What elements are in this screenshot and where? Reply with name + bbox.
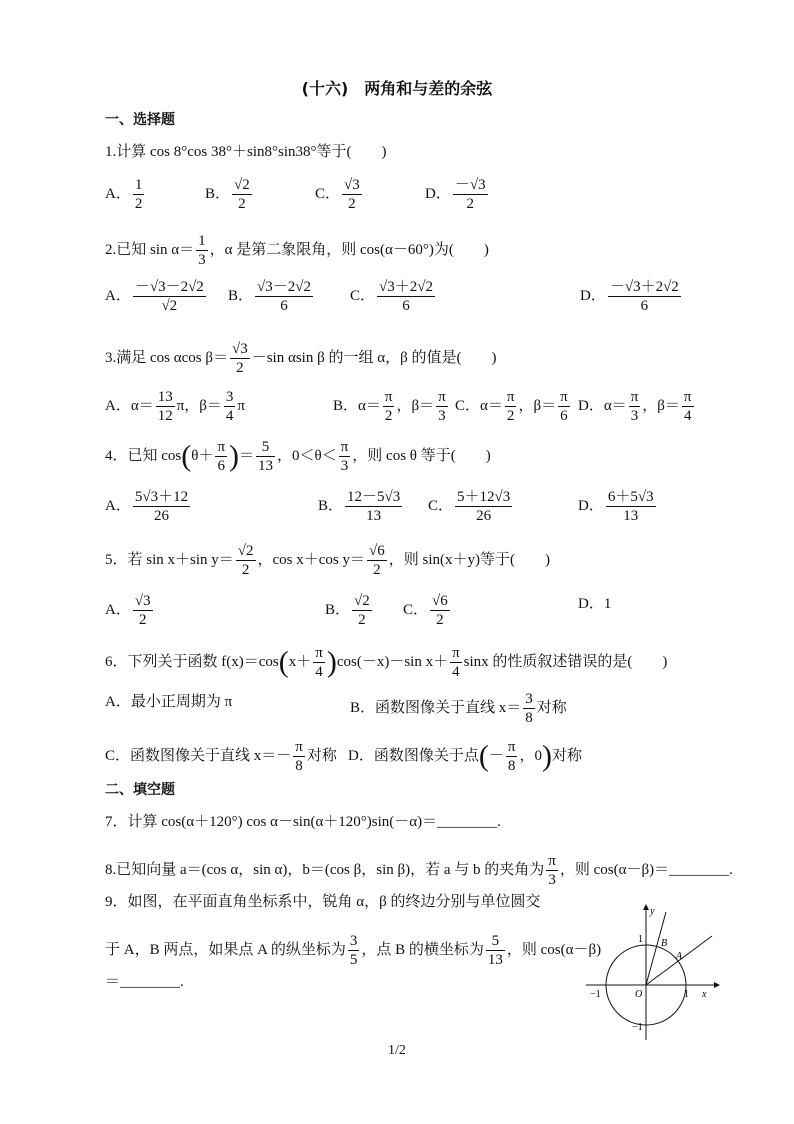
q1-stem: 1.计算 cos 8°cos 38°＋sin8°sin38°等于( ) [105,144,387,160]
q4-option-c: C． $\frac{5+12√3}{26}$ [428,489,511,524]
q2-option-b: B． $\frac{√3-2√2}{6}$ [228,279,311,314]
q7-stem: 7．计算 cos(α＋120°) cos α－sin(α＋120°)sin(－α)＝________. [105,814,501,830]
q5-option-a: A． $\frac{√3}{2}$ [105,593,151,628]
label-origin: O [635,989,643,1000]
q3-option-b: B．α＝ $\frac{\pi}{2}$ ，β＝ $\frac{\pi}{3}$ [333,389,446,424]
q6-option-c: C．函数图像关于直线 x＝－ $\frac{\pi}{8}$ 对称 [105,739,337,774]
page-number: 1/2 [388,1043,406,1058]
q2-option-a: A． $\frac{-√3-2√2}{√2}$ [105,279,204,314]
q4-stem: 4．已知 cos(θ＋ $\frac{\pi}{6}$ )＝ $\frac{5}{13}$ ，0＜θ＜ $\frac{\pi}{3}$ ，则 cos θ 等于( ) [105,439,491,474]
q4-option-a: A． $\frac{5√3+12}{26}$ [105,489,189,524]
q2-stem: 2.已知 sin α＝ $\frac{1}{3}$ ，α 是第二象限角，则 cos(α－60°)为( ) [105,233,489,268]
q6-option-a: A．最小正周期为 π [105,694,233,710]
q9-line2: 于 A，B 两点，如果点 A 的纵坐标为 $\frac{3}{5}$ ，点 B 的横坐标为 $\frac{5}{13}$ ，则 cos(α－β) [105,933,602,968]
label-y: y [650,906,655,917]
q2-option-d: D． $\frac{-√3+2√2}{6}$ [580,279,679,314]
q5-option-b: B． $\frac{√2}{2}$ [325,593,370,628]
q1-option-d: D． $\frac{-√3}{2}$ [425,177,486,212]
q3-option-a: A．α＝ $\frac{13}{12}$ π，β＝ $\frac{3}{4}$ π [105,389,245,424]
x-axis-arrow [714,982,720,988]
q6-option-d: D．函数图像关于点(－ $\frac{\pi}{8}$ ，0)对称 [348,739,582,774]
y-axis-arrow [643,904,649,910]
tick-x-neg1: −1 [590,989,601,1000]
q1-option-c: C． $\frac{√3}{2}$ [315,177,360,212]
q3-stem: 3.满足 cos αcos β＝ $\frac{√3}{2}$ －sin αsin β 的一组 α，β 的值是( ) [105,341,497,376]
q6-stem: 6．下列关于函数 f(x)＝cos(x＋ $\frac{\pi}{4}$ )cos(－x)－sin x＋ $\frac{\pi}{4}$ sinx 的性质叙述错误的是( ) [105,645,668,680]
section-choice: 一、选择题 [105,112,175,128]
q1-option-b: B． $\frac{√2}{2}$ [205,177,250,212]
q5-stem: 5．若 sin x＋sin y＝ $\frac{√2}{2}$ ，cos x＋cos y＝ $\frac{√6}{2}$ ，则 sin(x＋y)等于( ) [105,543,550,578]
q1-option-a: A． $\frac{1}{2}$ [105,177,143,212]
q5-option-d: D．1 [578,596,612,612]
q6-option-b: B．函数图像关于直线 x＝ $\frac{3}{8}$ 对称 [350,691,567,726]
q9-line1: 9．如图，在平面直角坐标系中，锐角 α，β 的终边分别与单位圆交 [105,894,541,910]
tick-y-neg1: −1 [632,1022,643,1033]
q4-option-b: B． $\frac{12-5√3}{13}$ [318,489,401,524]
q4-option-d: D． $\frac{6+5√3}{13}$ [578,489,654,524]
label-point-b: B [661,938,668,949]
q2-option-c: C． $\frac{√3+2√2}{6}$ [350,279,433,314]
section-fill: 二、填空题 [105,782,175,798]
unit-circle-figure [584,902,724,1042]
label-point-a: A [676,951,683,962]
label-x: x [702,989,707,1000]
q5-option-c: C． $\frac{√6}{2}$ [403,593,448,628]
q3-option-c: C．α＝ $\frac{\pi}{2}$ ，β＝ $\frac{\pi}{6}$ [455,389,568,424]
q3-option-d: D．α＝ $\frac{\pi}{3}$ ，β＝ $\frac{\pi}{4}$ [578,389,692,424]
q9-line3: ＝________. [105,974,184,990]
tick-x-1: 1 [684,989,689,1000]
q8-stem: 8.已知向量 a＝(cos α，sin α)，b＝(cos β，sin β)，若 a 与 b 的夹角为 $\frac{\pi}{3}$ ，则 cos(α－β)＝________. [105,853,733,888]
tick-y-1: 1 [638,934,643,945]
page-title: (十六) 两角和与差的余弦 [301,79,493,98]
